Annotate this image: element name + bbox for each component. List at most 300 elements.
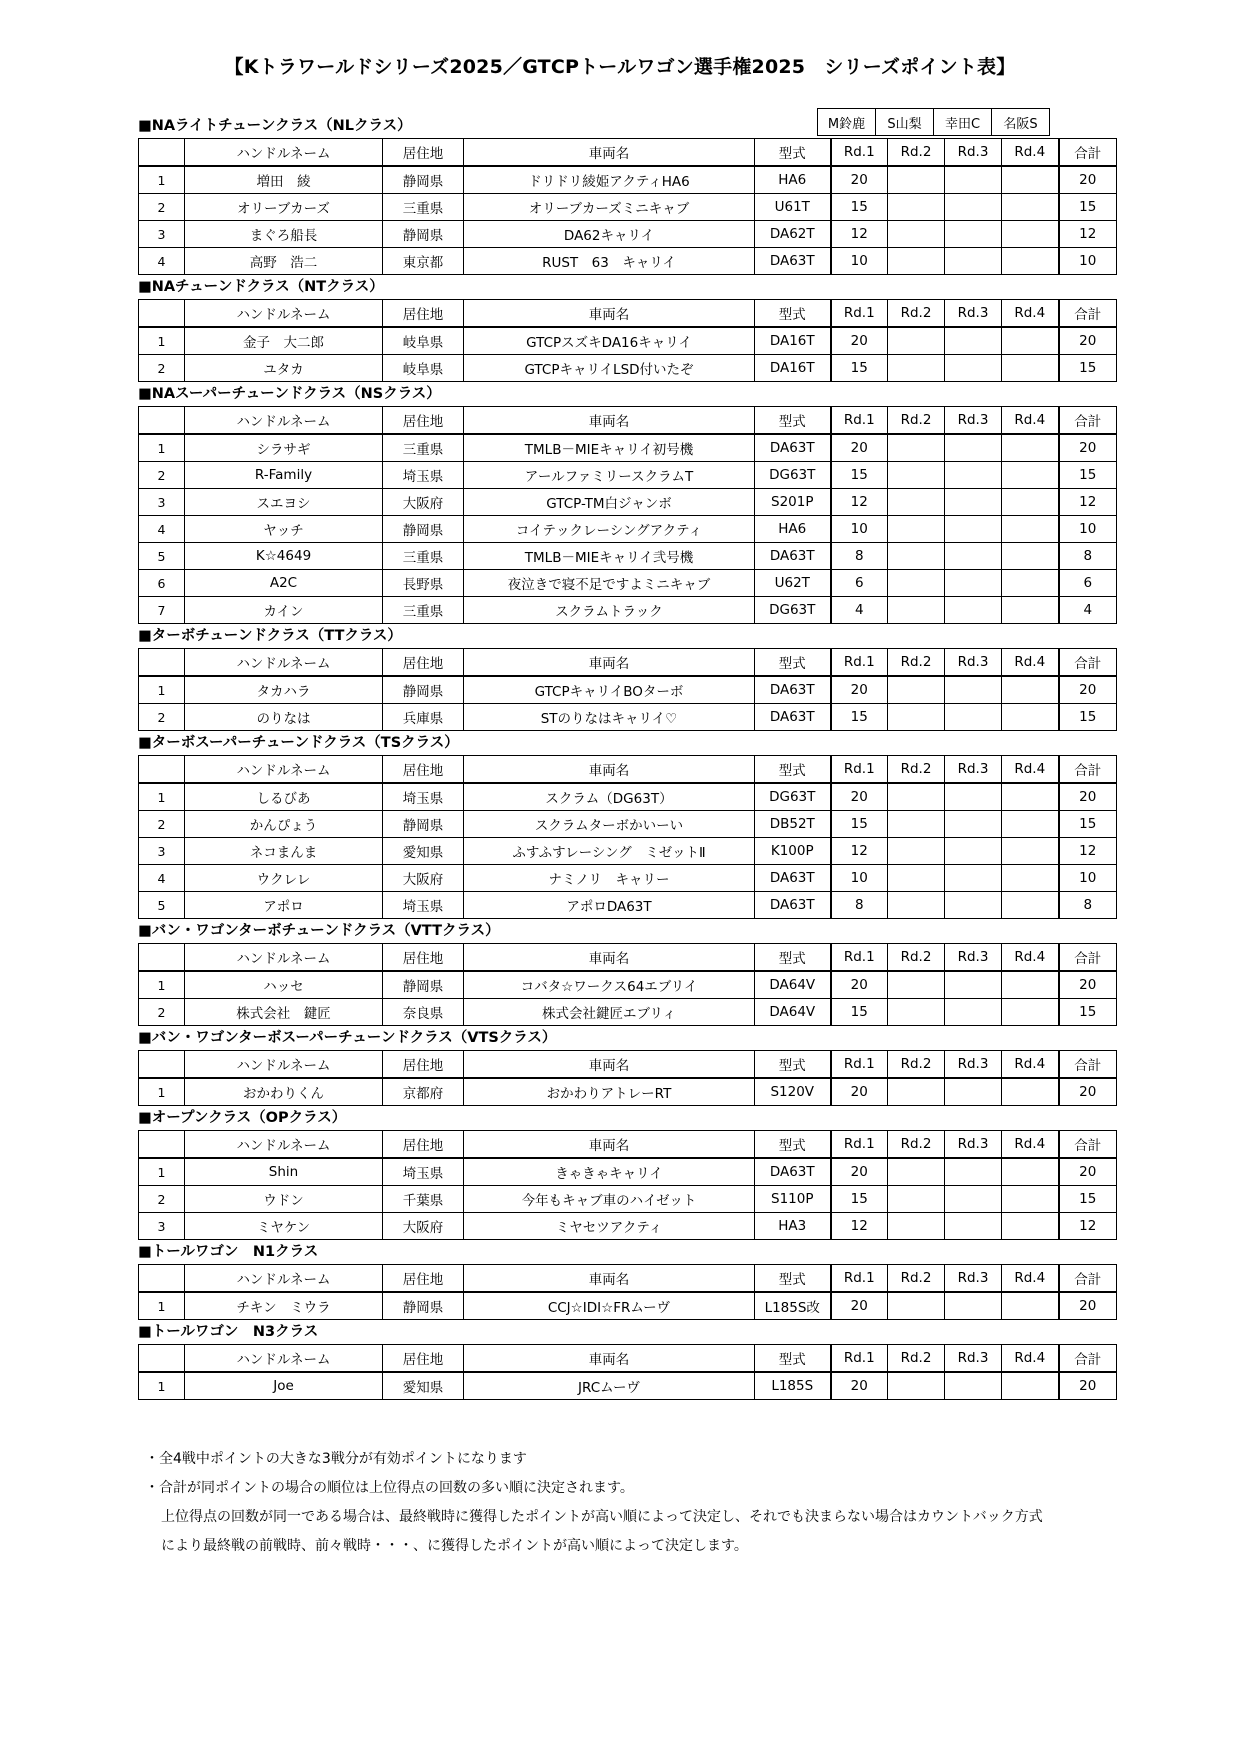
table-row xyxy=(139,811,1117,838)
table-row xyxy=(139,1186,1117,1213)
cell-name: Joe xyxy=(185,1372,383,1400)
header-total: 合計 xyxy=(1059,407,1117,435)
header-rd3: Rd.3 xyxy=(945,1131,1002,1159)
table-row xyxy=(139,434,1117,462)
cell-region: 千葉県 xyxy=(383,1186,464,1213)
cell-rd2 xyxy=(888,892,945,919)
header-pos xyxy=(139,139,185,167)
class-title: ■トールワゴン N1クラス xyxy=(138,1244,319,1260)
cell-name: オリーブカーズ xyxy=(185,194,383,221)
table-row xyxy=(139,543,1117,570)
cell-total: 20 xyxy=(1059,1372,1117,1400)
header-name: ハンドルネーム xyxy=(185,1131,383,1159)
cell-rd2 xyxy=(888,1213,945,1240)
header-model: 型式 xyxy=(755,139,831,167)
header-name: ハンドルネーム xyxy=(185,756,383,784)
header-rd4: Rd.4 xyxy=(1002,300,1059,328)
header-rd3: Rd.3 xyxy=(945,300,1002,328)
cell-car: GTCPキャリイBOターボ xyxy=(464,676,755,704)
cell-region: 岐阜県 xyxy=(383,327,464,355)
cell-region: 三重県 xyxy=(383,597,464,624)
note-2: ・合計が同ポイントの場合の順位は上位得点の回数の多い順に決定されます。 xyxy=(145,1480,634,1496)
header-total: 合計 xyxy=(1059,1265,1117,1293)
cell-rd4 xyxy=(1002,811,1059,838)
header-rd1: Rd.1 xyxy=(831,944,888,972)
header-rd1: Rd.1 xyxy=(831,300,888,328)
cell-car: ミヤセツアクティ xyxy=(464,1213,755,1240)
cell-rd4 xyxy=(1002,327,1059,355)
cell-car: STのりなはキャリイ♡ xyxy=(464,704,755,731)
table-row xyxy=(139,248,1117,275)
cell-rd3 xyxy=(945,434,1002,462)
cell-total: 20 xyxy=(1059,1078,1117,1106)
cell-name: かんぴょう xyxy=(185,811,383,838)
header-rd3: Rd.3 xyxy=(945,649,1002,677)
cell-name: シラサギ xyxy=(185,434,383,462)
header-rd3: Rd.3 xyxy=(945,944,1002,972)
cell-car: ドリドリ綾姫アクティHA6 xyxy=(464,166,755,194)
cell-region: 大阪府 xyxy=(383,489,464,516)
cell-name: 金子 大二郎 xyxy=(185,327,383,355)
cell-total: 15 xyxy=(1059,704,1117,731)
header-total: 合計 xyxy=(1059,649,1117,677)
header-rd1: Rd.1 xyxy=(831,1265,888,1293)
cell-rd1: 20 xyxy=(831,1292,888,1320)
header-total: 合計 xyxy=(1059,300,1117,328)
header-total: 合計 xyxy=(1059,756,1117,784)
cell-total: 12 xyxy=(1059,489,1117,516)
cell-rd2 xyxy=(888,1372,945,1400)
cell-rd1: 12 xyxy=(831,1213,888,1240)
cell-rd4 xyxy=(1002,971,1059,999)
cell-rd3 xyxy=(945,971,1002,999)
cell-car: 夜泣きで寝不足ですよミニキャブ xyxy=(464,570,755,597)
cell-name: ウクレレ xyxy=(185,865,383,892)
cell-rd1: 20 xyxy=(831,971,888,999)
cell-rd3 xyxy=(945,221,1002,248)
cell-pos: 2 xyxy=(139,1186,185,1213)
cell-car: GTCPスズキDA16キャリイ xyxy=(464,327,755,355)
cell-total: 20 xyxy=(1059,971,1117,999)
cell-total: 20 xyxy=(1059,676,1117,704)
cell-total: 8 xyxy=(1059,892,1117,919)
cell-name: おかわりくん xyxy=(185,1078,383,1106)
header-region: 居住地 xyxy=(383,944,464,972)
header-region: 居住地 xyxy=(383,407,464,435)
header-rd2: Rd.2 xyxy=(888,407,945,435)
table-row xyxy=(139,704,1117,731)
cell-region: 長野県 xyxy=(383,570,464,597)
cell-rd2 xyxy=(888,327,945,355)
header-region: 居住地 xyxy=(383,139,464,167)
cell-name: まぐろ船長 xyxy=(185,221,383,248)
header-name: ハンドルネーム xyxy=(185,1051,383,1079)
cell-model: L185S改 xyxy=(755,1292,831,1320)
cell-model: S110P xyxy=(755,1186,831,1213)
cell-model: DA64V xyxy=(755,999,831,1026)
cell-total: 15 xyxy=(1059,194,1117,221)
cell-rd2 xyxy=(888,1186,945,1213)
cell-region: 静岡県 xyxy=(383,516,464,543)
cell-region: 静岡県 xyxy=(383,221,464,248)
header-rd1: Rd.1 xyxy=(831,1051,888,1079)
header-rd1: Rd.1 xyxy=(831,139,888,167)
cell-total: 6 xyxy=(1059,570,1117,597)
cell-car: 株式会社鍵匠エブリィ xyxy=(464,999,755,1026)
cell-region: 大阪府 xyxy=(383,1213,464,1240)
cell-rd3 xyxy=(945,355,1002,382)
header-car: 車両名 xyxy=(464,1345,755,1373)
cell-rd2 xyxy=(888,971,945,999)
header-rd4: Rd.4 xyxy=(1002,1131,1059,1159)
header-name: ハンドルネーム xyxy=(185,1345,383,1373)
cell-rd3 xyxy=(945,1213,1002,1240)
header-rd1: Rd.1 xyxy=(831,1345,888,1373)
header-region: 居住地 xyxy=(383,1131,464,1159)
table-row xyxy=(139,676,1117,704)
cell-pos: 4 xyxy=(139,248,185,275)
header-pos xyxy=(139,1345,185,1373)
header-car: 車両名 xyxy=(464,756,755,784)
header-name: ハンドルネーム xyxy=(185,407,383,435)
cell-region: 三重県 xyxy=(383,434,464,462)
header-rd2: Rd.2 xyxy=(888,649,945,677)
cell-rd4 xyxy=(1002,892,1059,919)
header-model: 型式 xyxy=(755,1345,831,1373)
cell-rd2 xyxy=(888,434,945,462)
cell-total: 10 xyxy=(1059,516,1117,543)
cell-model: U62T xyxy=(755,570,831,597)
cell-rd3 xyxy=(945,865,1002,892)
cell-rd3 xyxy=(945,999,1002,1026)
header-rd4: Rd.4 xyxy=(1002,756,1059,784)
class-title: ■NAスーパーチューンドクラス（NSクラス） xyxy=(138,386,441,402)
table-row xyxy=(139,1158,1117,1186)
header-name: ハンドルネーム xyxy=(185,139,383,167)
header-pos xyxy=(139,407,185,435)
cell-rd2 xyxy=(888,676,945,704)
cell-name: Shin xyxy=(185,1158,383,1186)
cell-rd1: 8 xyxy=(831,543,888,570)
table-row xyxy=(139,999,1117,1026)
cell-model: S120V xyxy=(755,1078,831,1106)
cell-car: スクラムターボかいーい xyxy=(464,811,755,838)
cell-rd2 xyxy=(888,704,945,731)
cell-model: S201P xyxy=(755,489,831,516)
cell-name: ハッセ xyxy=(185,971,383,999)
cell-total: 20 xyxy=(1059,434,1117,462)
standings-table xyxy=(138,1130,1117,1240)
header-row xyxy=(139,1345,1117,1373)
cell-rd4 xyxy=(1002,221,1059,248)
cell-region: 岐阜県 xyxy=(383,355,464,382)
cell-total: 15 xyxy=(1059,811,1117,838)
cell-rd3 xyxy=(945,704,1002,731)
header-region: 居住地 xyxy=(383,1345,464,1373)
table-row xyxy=(139,516,1117,543)
table-row xyxy=(139,166,1117,194)
cell-model: DA63T xyxy=(755,543,831,570)
table-row xyxy=(139,1078,1117,1106)
cell-region: 愛知県 xyxy=(383,838,464,865)
header-row xyxy=(139,756,1117,784)
cell-total: 10 xyxy=(1059,248,1117,275)
cell-rd1: 20 xyxy=(831,1372,888,1400)
cell-rd4 xyxy=(1002,570,1059,597)
cell-region: 静岡県 xyxy=(383,811,464,838)
cell-name: ユタカ xyxy=(185,355,383,382)
cell-rd3 xyxy=(945,516,1002,543)
header-pos xyxy=(139,300,185,328)
cell-rd4 xyxy=(1002,194,1059,221)
class-section xyxy=(138,1026,1116,1106)
header-model: 型式 xyxy=(755,407,831,435)
class-section xyxy=(138,731,1116,919)
header-rd1: Rd.1 xyxy=(831,407,888,435)
cell-rd2 xyxy=(888,811,945,838)
cell-model: L185S xyxy=(755,1372,831,1400)
cell-region: 静岡県 xyxy=(383,1292,464,1320)
cell-pos: 2 xyxy=(139,355,185,382)
cell-rd3 xyxy=(945,676,1002,704)
header-row xyxy=(139,1131,1117,1159)
header-row xyxy=(139,1051,1117,1079)
cell-rd3 xyxy=(945,1158,1002,1186)
class-section xyxy=(138,1240,1116,1320)
class-title: ■バン・ワゴンターボスーパーチューンドクラス（VTSクラス） xyxy=(138,1030,557,1046)
cell-pos: 1 xyxy=(139,166,185,194)
standings-table xyxy=(138,943,1117,1026)
cell-total: 10 xyxy=(1059,865,1117,892)
cell-name: カイン xyxy=(185,597,383,624)
header-name: ハンドルネーム xyxy=(185,944,383,972)
header-model: 型式 xyxy=(755,300,831,328)
cell-rd4 xyxy=(1002,783,1059,811)
cell-rd4 xyxy=(1002,166,1059,194)
cell-pos: 5 xyxy=(139,892,185,919)
class-section xyxy=(138,114,1116,275)
table-row xyxy=(139,892,1117,919)
standings-table xyxy=(138,1264,1117,1320)
cell-pos: 2 xyxy=(139,811,185,838)
cell-name: チキン ミウラ xyxy=(185,1292,383,1320)
cell-model: DG63T xyxy=(755,462,831,489)
cell-name: R-Family xyxy=(185,462,383,489)
cell-rd3 xyxy=(945,597,1002,624)
header-pos xyxy=(139,1131,185,1159)
cell-rd1: 10 xyxy=(831,248,888,275)
cell-region: 東京都 xyxy=(383,248,464,275)
cell-rd2 xyxy=(888,489,945,516)
cell-model: DA63T xyxy=(755,892,831,919)
cell-pos: 2 xyxy=(139,999,185,1026)
header-rd1: Rd.1 xyxy=(831,1131,888,1159)
page-title: 【Kトラワールドシリーズ2025／GTCPトールワゴン選手権2025 シリーズポイント表】 xyxy=(224,56,1016,78)
class-section xyxy=(138,1320,1116,1400)
cell-model: DG63T xyxy=(755,597,831,624)
header-rd3: Rd.3 xyxy=(945,139,1002,167)
notes xyxy=(145,1445,1043,1561)
cell-rd3 xyxy=(945,248,1002,275)
cell-rd1: 20 xyxy=(831,1078,888,1106)
cell-rd1: 20 xyxy=(831,166,888,194)
cell-total: 15 xyxy=(1059,999,1117,1026)
cell-rd1: 15 xyxy=(831,811,888,838)
cell-name: スエヨシ xyxy=(185,489,383,516)
cell-total: 15 xyxy=(1059,462,1117,489)
cell-car: TMLB－MIEキャリイ初号機 xyxy=(464,434,755,462)
venue-rd2: S山梨 xyxy=(876,109,934,136)
cell-pos: 2 xyxy=(139,462,185,489)
header-rd2: Rd.2 xyxy=(888,1345,945,1373)
header-row xyxy=(139,649,1117,677)
cell-car: コバタ☆ワークス64エブリイ xyxy=(464,971,755,999)
cell-name: のりなは xyxy=(185,704,383,731)
cell-region: 大阪府 xyxy=(383,865,464,892)
cell-car: TMLB－MIEキャリイ弐号機 xyxy=(464,543,755,570)
cell-rd3 xyxy=(945,783,1002,811)
cell-rd2 xyxy=(888,838,945,865)
cell-rd2 xyxy=(888,570,945,597)
venue-rd4: 名阪S xyxy=(992,109,1050,136)
header-name: ハンドルネーム xyxy=(185,1265,383,1293)
class-section xyxy=(138,1106,1116,1240)
cell-rd4 xyxy=(1002,838,1059,865)
standings-table xyxy=(138,1050,1117,1106)
cell-rd4 xyxy=(1002,1158,1059,1186)
cell-rd1: 15 xyxy=(831,355,888,382)
cell-rd2 xyxy=(888,1158,945,1186)
cell-region: 埼玉県 xyxy=(383,462,464,489)
cell-name: アポロ xyxy=(185,892,383,919)
cell-region: 埼玉県 xyxy=(383,892,464,919)
note-4: により最終戦の前戦時、前々戦時・・・、に獲得したポイントが高い順によって決定します。 xyxy=(161,1538,748,1554)
standings-sections xyxy=(138,114,1116,1400)
cell-model: DA63T xyxy=(755,248,831,275)
cell-rd2 xyxy=(888,865,945,892)
header-region: 居住地 xyxy=(383,756,464,784)
cell-rd4 xyxy=(1002,1292,1059,1320)
header-rd2: Rd.2 xyxy=(888,1131,945,1159)
cell-rd1: 15 xyxy=(831,462,888,489)
cell-model: DA63T xyxy=(755,865,831,892)
cell-rd1: 12 xyxy=(831,838,888,865)
cell-total: 12 xyxy=(1059,1213,1117,1240)
cell-car: おかわりアトレーRT xyxy=(464,1078,755,1106)
cell-model: HA6 xyxy=(755,166,831,194)
cell-model: DA63T xyxy=(755,1158,831,1186)
header-model: 型式 xyxy=(755,1051,831,1079)
note-3: 上位得点の回数が同一である場合は、最終戦時に獲得したポイントが高い順によって決定し、それでも決まらない場合はカウントバック方式 xyxy=(161,1509,1043,1525)
table-row xyxy=(139,489,1117,516)
header-pos xyxy=(139,1265,185,1293)
cell-rd1: 20 xyxy=(831,783,888,811)
cell-car: スクラムトラック xyxy=(464,597,755,624)
cell-name: 高野 浩二 xyxy=(185,248,383,275)
cell-total: 15 xyxy=(1059,1186,1117,1213)
cell-region: 埼玉県 xyxy=(383,1158,464,1186)
cell-rd1: 20 xyxy=(831,434,888,462)
cell-pos: 3 xyxy=(139,489,185,516)
cell-rd1: 15 xyxy=(831,704,888,731)
cell-region: 奈良県 xyxy=(383,999,464,1026)
cell-rd3 xyxy=(945,570,1002,597)
header-model: 型式 xyxy=(755,1265,831,1293)
cell-model: U61T xyxy=(755,194,831,221)
cell-rd1: 4 xyxy=(831,597,888,624)
cell-pos: 2 xyxy=(139,704,185,731)
header-total: 合計 xyxy=(1059,1131,1117,1159)
cell-pos: 1 xyxy=(139,1078,185,1106)
header-car: 車両名 xyxy=(464,1265,755,1293)
cell-car: きゃきゃキャリイ xyxy=(464,1158,755,1186)
class-section xyxy=(138,382,1116,624)
header-rd4: Rd.4 xyxy=(1002,649,1059,677)
header-region: 居住地 xyxy=(383,649,464,677)
cell-pos: 1 xyxy=(139,971,185,999)
cell-rd1: 20 xyxy=(831,1158,888,1186)
cell-car: ナミノリ キャリー xyxy=(464,865,755,892)
cell-rd3 xyxy=(945,327,1002,355)
cell-rd1: 10 xyxy=(831,865,888,892)
cell-rd1: 15 xyxy=(831,194,888,221)
cell-rd3 xyxy=(945,838,1002,865)
header-name: ハンドルネーム xyxy=(185,649,383,677)
cell-rd4 xyxy=(1002,434,1059,462)
cell-car: GTCPキャリイLSD付いたぞ xyxy=(464,355,755,382)
header-pos xyxy=(139,756,185,784)
header-car: 車両名 xyxy=(464,139,755,167)
cell-car: アポロDA63T xyxy=(464,892,755,919)
class-title: ■バン・ワゴンターボチューンドクラス（VTTクラス） xyxy=(138,923,500,939)
header-car: 車両名 xyxy=(464,649,755,677)
cell-rd3 xyxy=(945,462,1002,489)
header-pos xyxy=(139,1051,185,1079)
cell-rd4 xyxy=(1002,1078,1059,1106)
cell-rd3 xyxy=(945,166,1002,194)
cell-car: CCJ☆IDI☆FRムーヴ xyxy=(464,1292,755,1320)
cell-rd1: 8 xyxy=(831,892,888,919)
header-rd2: Rd.2 xyxy=(888,139,945,167)
class-title: ■ターボスーパーチューンドクラス（TSクラス） xyxy=(138,735,459,751)
cell-rd2 xyxy=(888,221,945,248)
cell-rd2 xyxy=(888,194,945,221)
header-rd1: Rd.1 xyxy=(831,756,888,784)
standings-table xyxy=(138,299,1117,382)
header-car: 車両名 xyxy=(464,407,755,435)
header-rd3: Rd.3 xyxy=(945,756,1002,784)
header-rd2: Rd.2 xyxy=(888,300,945,328)
cell-name: K☆4649 xyxy=(185,543,383,570)
table-row xyxy=(139,838,1117,865)
cell-rd2 xyxy=(888,462,945,489)
cell-car: JRCムーヴ xyxy=(464,1372,755,1400)
cell-region: 静岡県 xyxy=(383,166,464,194)
header-region: 居住地 xyxy=(383,1051,464,1079)
header-car: 車両名 xyxy=(464,1051,755,1079)
header-name: ハンドルネーム xyxy=(185,300,383,328)
cell-rd3 xyxy=(945,489,1002,516)
cell-rd1: 15 xyxy=(831,999,888,1026)
cell-model: DA64V xyxy=(755,971,831,999)
cell-region: 兵庫県 xyxy=(383,704,464,731)
table-row xyxy=(139,327,1117,355)
cell-rd3 xyxy=(945,543,1002,570)
header-total: 合計 xyxy=(1059,139,1117,167)
header-rd3: Rd.3 xyxy=(945,407,1002,435)
cell-model: HA6 xyxy=(755,516,831,543)
cell-region: 静岡県 xyxy=(383,971,464,999)
